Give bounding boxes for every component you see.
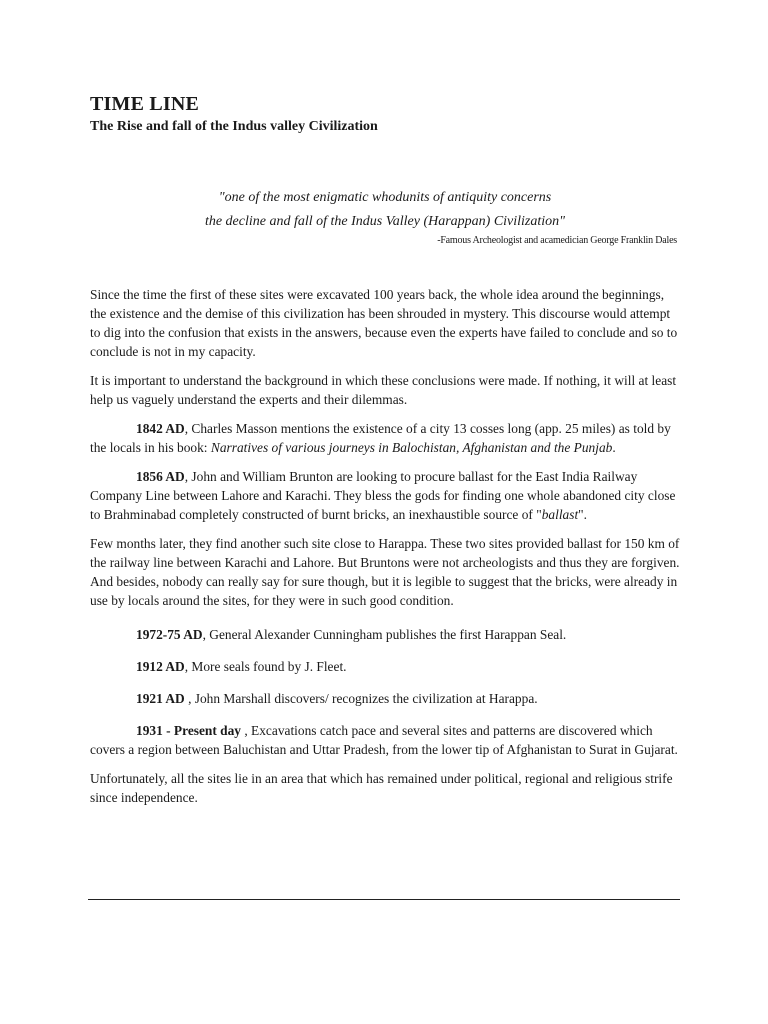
entry-date-label: 1972-75 AD: [136, 627, 203, 642]
entry-date-label: 1842 AD: [136, 421, 185, 436]
page-title: TIME LINE: [90, 93, 200, 115]
quote-attribution: -Famous Archeologist and acamedician George Franklin Dales: [437, 235, 677, 246]
timeline-entry-1856: [90, 467, 680, 524]
timeline-entry-1972: [90, 625, 680, 644]
entry-date-label: 1921 AD: [136, 691, 185, 706]
entry-end: .: [612, 440, 616, 455]
book-title: Narratives of various journeys in Balochistan, Afghanistan and the Punjab: [210, 440, 613, 455]
entry-text: , Charles Masson mentions the existence of a city 13 cosses long (app. 25 miles) as told by the locals in his book:: [90, 421, 671, 455]
quote-line-2: the decline and fall of the Indus Valley (Harappan) Civilization": [204, 214, 566, 229]
entry-text: , John Marshall discovers/ recognizes the civilization at Harappa.: [184, 691, 538, 706]
timeline-entry-1931: [90, 721, 680, 759]
quote-line-1: "one of the most enigmatic whodunits of antiquity concerns: [218, 190, 552, 205]
emphasized-word: ballast: [541, 507, 579, 522]
entry-date-label: 1931 - Present day: [136, 723, 242, 738]
timeline-entry-1842: [90, 419, 680, 457]
timeline-entry-1912: [90, 657, 680, 676]
closing-paragraph: Unfortunately, all the sites lie in an area that which has remained under political, regional and religious strife since independence.: [90, 771, 673, 805]
entry-text: , John and William Brunton are looking to procure ballast for the East India Railway Company Line between Lahore and Karachi. They bless the gods for finding one whole abandoned city close to Brahminabad completely constructed of burnt bricks, an inexhaustible source of ": [90, 469, 676, 522]
intro-paragraph-2: It is important to understand the background in which these conclusions were made. If nothing, it will at least help us vaguely understand the experts and their dilemmas.: [90, 373, 677, 407]
entry-text: , More seals found by J. Fleet.: [184, 659, 347, 674]
timeline-entry-1921: [90, 689, 680, 708]
entry-text: , General Alexander Cunningham publishes the first Harappan Seal.: [202, 627, 567, 642]
entry-date-label: 1856 AD: [136, 469, 185, 484]
intro-paragraph-1: Since the time the first of these sites were excavated 100 years back, the whole idea around the beginnings, the existence and the demise of this civilization has been shrouded in mystery. This discourse would attempt to dig into the confusion that exists in the answers, because even the experts have failed to conclude and so to conclude is not in my capacity.: [90, 287, 678, 359]
entry-date-label: 1912 AD: [136, 659, 185, 674]
document-page: [90, 92, 680, 807]
entry-end: ".: [578, 507, 587, 522]
footer-rule: [88, 899, 680, 900]
entry-text: , Excavations catch pace and several sites and patterns are discovered which covers a region between Baluchistan and Uttar Pradesh, from the lower tip of Afghanistan to Surat in Gujarat.: [90, 723, 678, 757]
months-later-paragraph: Few months later, they find another such site close to Harappa. These two sites provided ballast for 150 km of the railway line between Karachi and Lahore. But Bruntons were not archeologists and thus they are forgiven. And besides, nobody can really say for sure though, but it is legible to suggest that the bricks, were already in use by locals around the sites, for they were in such good condition.: [90, 536, 680, 608]
page-subtitle: The Rise and fall of the Indus valley Civilization: [90, 119, 378, 134]
epigraph-quote: [90, 186, 680, 234]
